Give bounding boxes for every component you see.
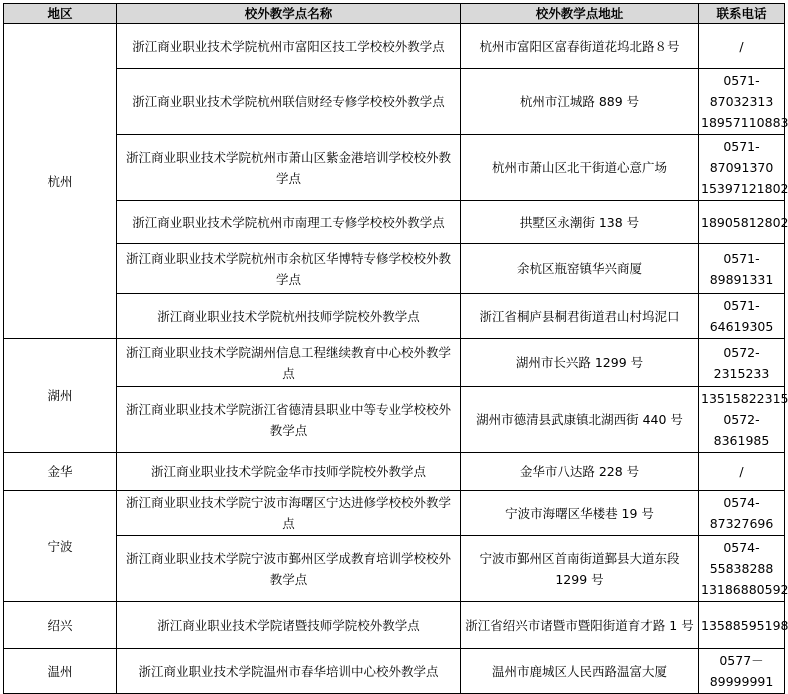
site-name: 浙江商业职业技术学院杭州市南理工专修学校校外教学点	[117, 201, 461, 244]
site-phone: 0574-55838288 13186880592	[699, 536, 785, 602]
site-name: 浙江商业职业技术学院温州市春华培训中心校外教学点	[117, 649, 461, 694]
site-phone: 13515822315 0572-8361985	[699, 387, 785, 453]
site-address: 金华市八达路 228 号	[461, 453, 699, 491]
site-phone: 0571-89891331	[699, 244, 785, 294]
site-phone: 13588595198	[699, 602, 785, 649]
site-address: 杭州市富阳区富春街道花坞北路８号	[461, 24, 699, 69]
site-name: 浙江商业职业技术学院湖州信息工程继续教育中心校外教学点	[117, 339, 461, 387]
site-name: 浙江商业职业技术学院宁波市海曙区宁达进修学校校外教学点	[117, 491, 461, 536]
site-name: 浙江商业职业技术学院杭州市萧山区紫金港培训学校校外教学点	[117, 135, 461, 201]
teaching-sites-table	[3, 3, 788, 694]
site-address: 浙江省桐庐县桐君街道君山村坞泥口	[461, 294, 699, 339]
site-name: 浙江商业职业技术学院浙江省德清县职业中等专业学校校外教学点	[117, 387, 461, 453]
region-cell: 温州	[4, 649, 117, 694]
header-row	[4, 4, 785, 24]
site-phone: 0574-87327696	[699, 491, 785, 536]
site-phone: 0571-64619305	[699, 294, 785, 339]
site-name: 浙江商业职业技术学院杭州技师学院校外教学点	[117, 294, 461, 339]
site-phone: 0577－89999991	[699, 649, 785, 694]
table-row	[4, 387, 785, 453]
table-row	[4, 69, 785, 135]
region-cell: 杭州	[4, 24, 117, 339]
table-row	[4, 339, 785, 387]
header-site-address: 校外教学点地址	[461, 4, 699, 24]
site-address: 杭州市萧山区北干街道心意广场	[461, 135, 699, 201]
table-row	[4, 24, 785, 69]
site-name: 浙江商业职业技术学院金华市技师学院校外教学点	[117, 453, 461, 491]
site-name: 浙江商业职业技术学院诸暨技师学院校外教学点	[117, 602, 461, 649]
site-address: 湖州市德清县武康镇北湖西街 440 号	[461, 387, 699, 453]
site-address: 宁波市鄞州区首南街道鄞县大道东段 1299 号	[461, 536, 699, 602]
site-address: 拱墅区永潮街 138 号	[461, 201, 699, 244]
site-phone: 18905812802	[699, 201, 785, 244]
table-row	[4, 135, 785, 201]
header-site-name: 校外教学点名称	[117, 4, 461, 24]
table-row	[4, 294, 785, 339]
site-name: 浙江商业职业技术学院宁波市鄞州区学成教育培训学校校外教学点	[117, 536, 461, 602]
header-phone: 联系电话	[699, 4, 785, 24]
site-name: 浙江商业职业技术学院杭州市余杭区华博特专修学校校外教学点	[117, 244, 461, 294]
site-phone: /	[699, 24, 785, 69]
table-row	[4, 602, 785, 649]
site-name: 浙江商业职业技术学院杭州市富阳区技工学校校外教学点	[117, 24, 461, 69]
table-row	[4, 453, 785, 491]
site-phone: 0571-87091370 15397121802	[699, 135, 785, 201]
site-phone: 0571-87032313 18957110883	[699, 69, 785, 135]
site-address: 宁波市海曙区华楼巷 19 号	[461, 491, 699, 536]
region-cell: 金华	[4, 453, 117, 491]
site-phone: /	[699, 453, 785, 491]
table-row	[4, 201, 785, 244]
site-name: 浙江商业职业技术学院杭州联信财经专修学校校外教学点	[117, 69, 461, 135]
table-row	[4, 491, 785, 536]
header-region: 地区	[4, 4, 117, 24]
site-address: 浙江省绍兴市诸暨市暨阳街道育才路 1 号	[461, 602, 699, 649]
site-phone: 0572-2315233	[699, 339, 785, 387]
region-cell: 宁波	[4, 491, 117, 602]
table-row	[4, 536, 785, 602]
site-address: 杭州市江城路 889 号	[461, 69, 699, 135]
table-row	[4, 649, 785, 694]
region-cell: 绍兴	[4, 602, 117, 649]
site-address: 湖州市长兴路 1299 号	[461, 339, 699, 387]
region-cell: 湖州	[4, 339, 117, 453]
table-row	[4, 244, 785, 294]
site-address: 温州市鹿城区人民西路温富大厦	[461, 649, 699, 694]
site-address: 余杭区瓶窑镇华兴商厦	[461, 244, 699, 294]
